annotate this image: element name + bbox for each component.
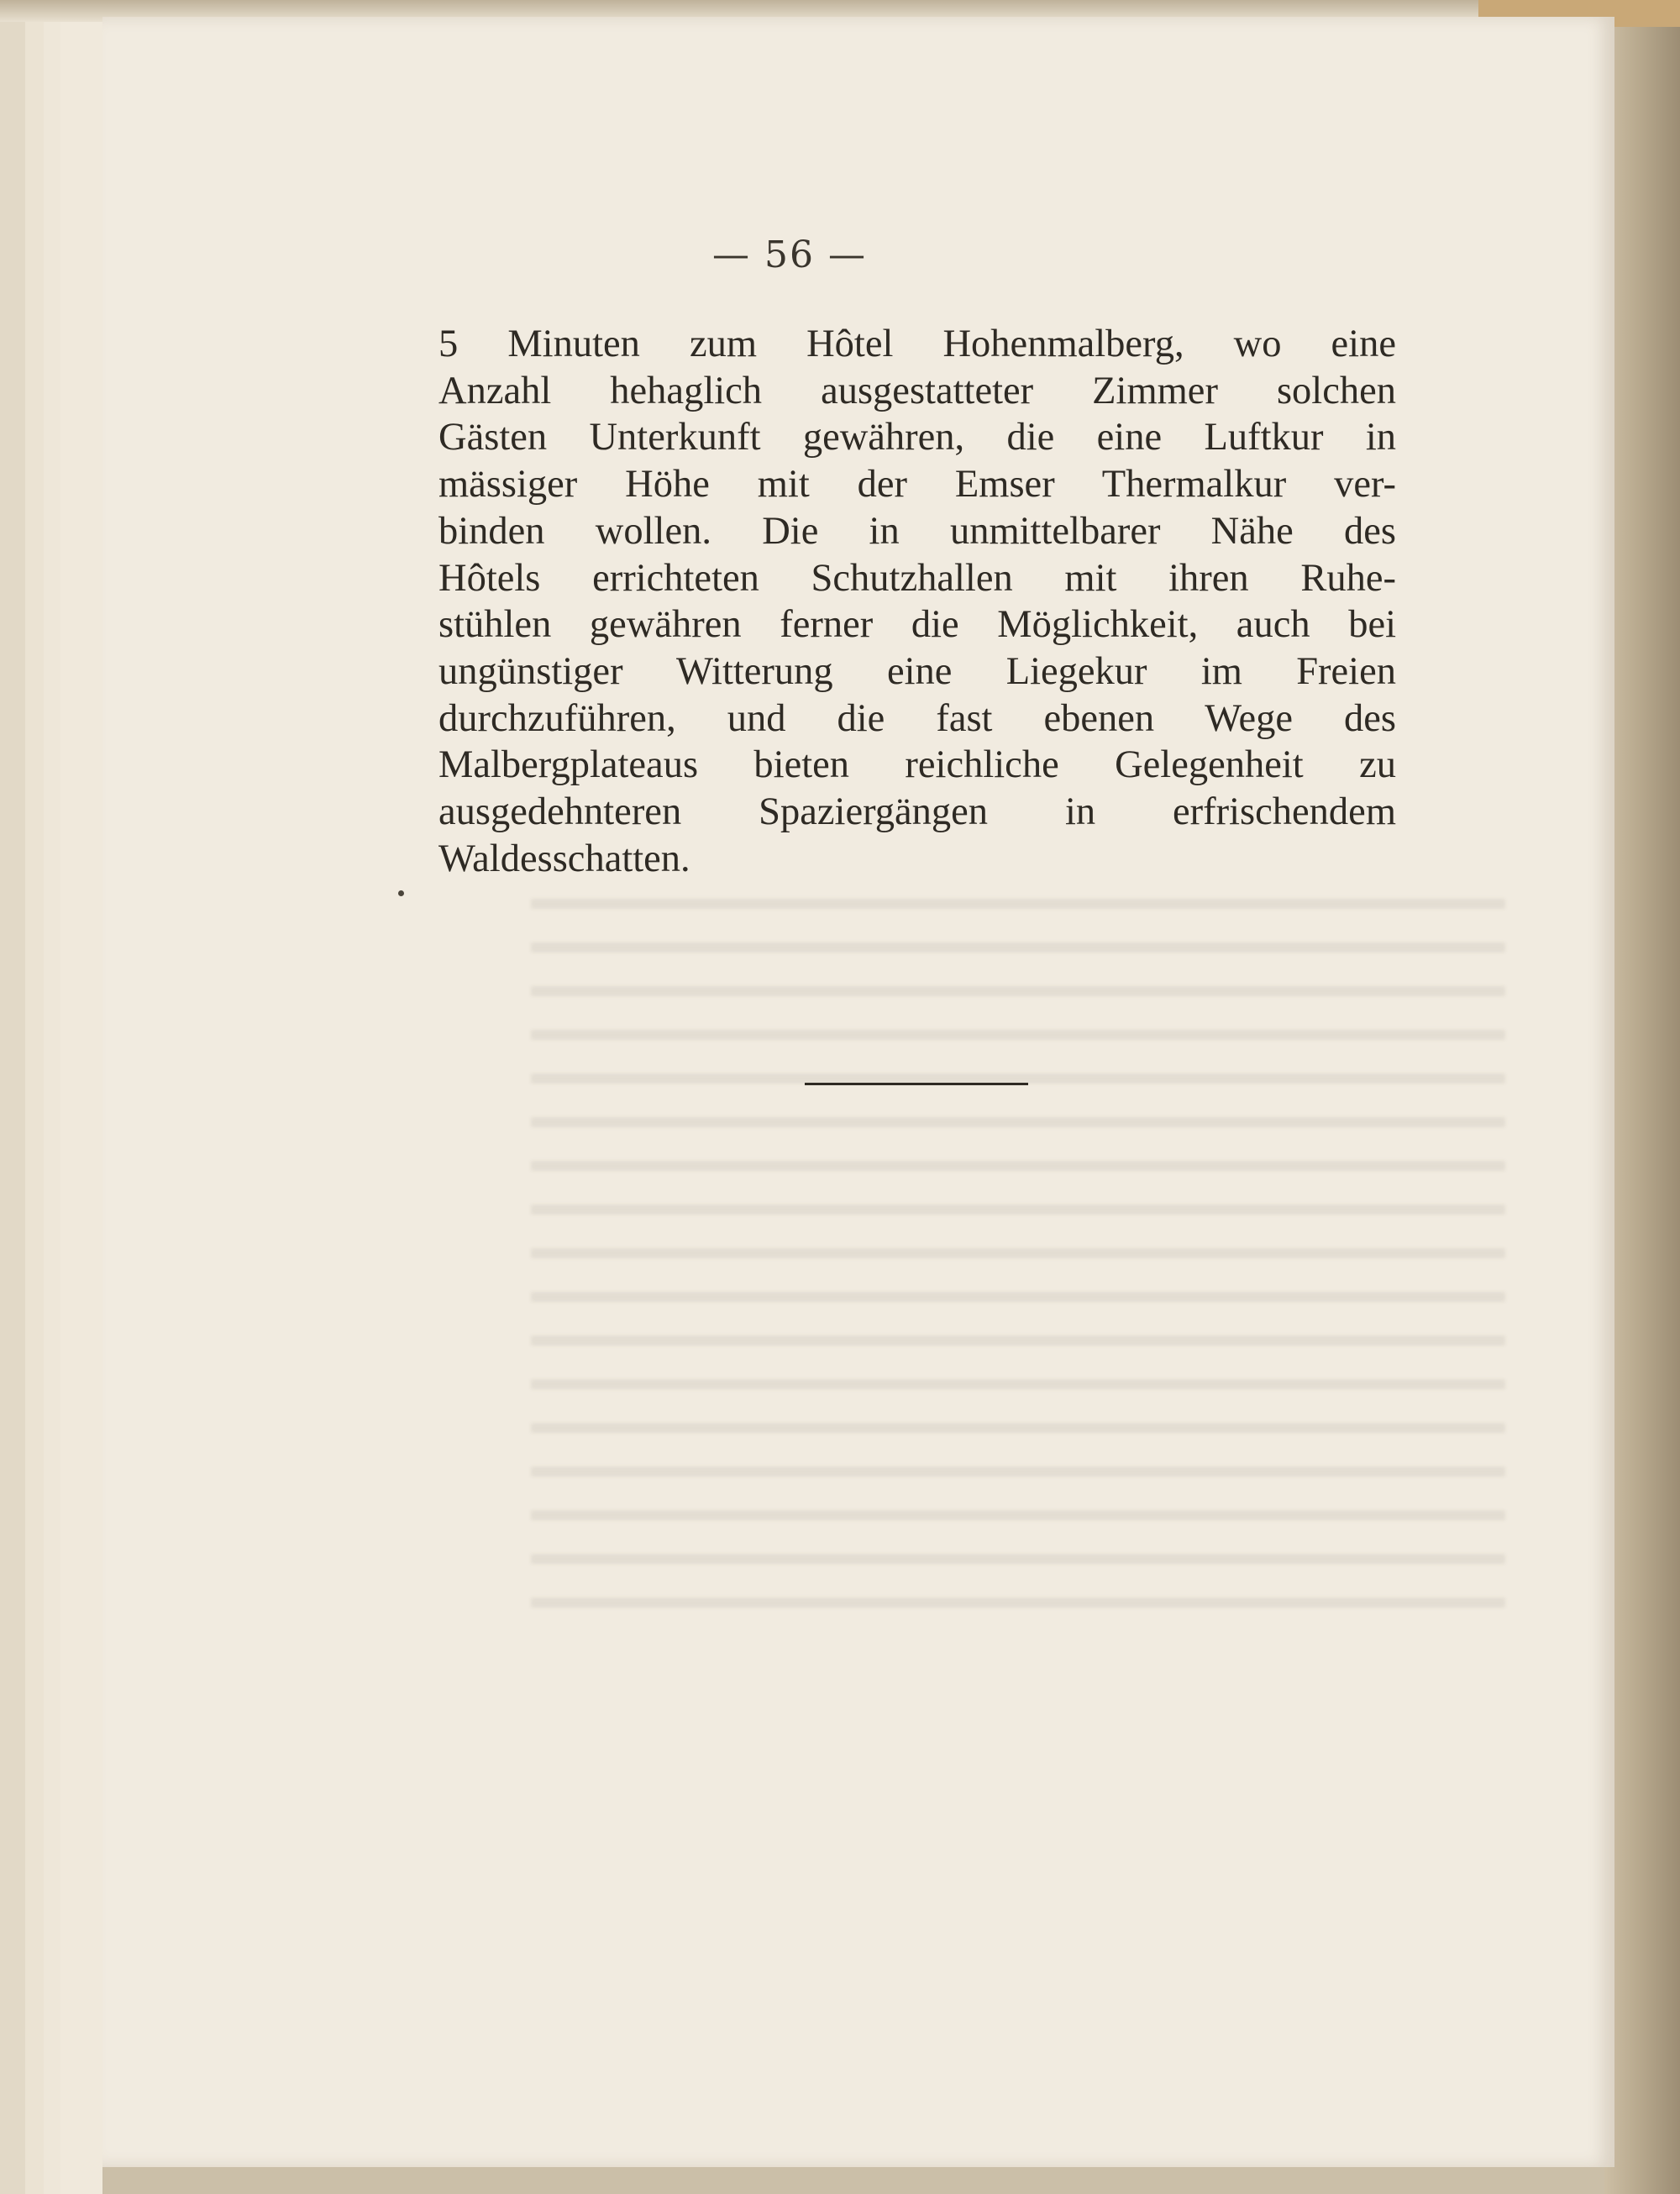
- text-line: mässiger Höhe mit der Emser Thermalkur ver-: [438, 463, 1396, 507]
- book-binding: [1604, 0, 1680, 2194]
- body-paragraph: [438, 321, 1396, 882]
- text-line: Gästen Unterkunft gewähren, die eine Luftkur in: [438, 416, 1396, 459]
- text-line: 5 Minuten zum Hôtel Hohenmalberg, wo eine: [438, 323, 1396, 365]
- text-line: ausgedehnteren Spaziergängen in erfrischendem: [438, 790, 1396, 834]
- show-through-text: [531, 865, 1505, 1621]
- text-line: Anzahl hehaglich ausgestatteter Zimmer solchen: [438, 369, 1396, 412]
- page-edge: [0, 0, 27, 2194]
- section-rule: [805, 1083, 1028, 1085]
- text-line: ungünstiger Witterung eine Liegekur im Freien: [438, 649, 1396, 693]
- text-line: Waldesschatten.: [438, 837, 690, 880]
- text-line: binden wollen. Die in unmittelbarer Nähe des: [438, 509, 1396, 553]
- page-edge: [25, 0, 45, 2194]
- page-number: — 56 —: [712, 234, 867, 276]
- ink-dot: [398, 890, 404, 896]
- text-line: durchzuführen, und die fast ebenen Wege des: [438, 696, 1396, 740]
- page-edge: [60, 0, 104, 2194]
- page-edge: [44, 0, 62, 2194]
- text-line: Malbergplateaus bieten reichliche Gelegenheit zu: [438, 743, 1396, 787]
- text-line: Hôtels errichteten Schutzhallen mit ihren Ruhe-: [438, 556, 1396, 600]
- text-line: stühlen gewähren ferner die Möglichkeit, auch bei: [438, 603, 1396, 647]
